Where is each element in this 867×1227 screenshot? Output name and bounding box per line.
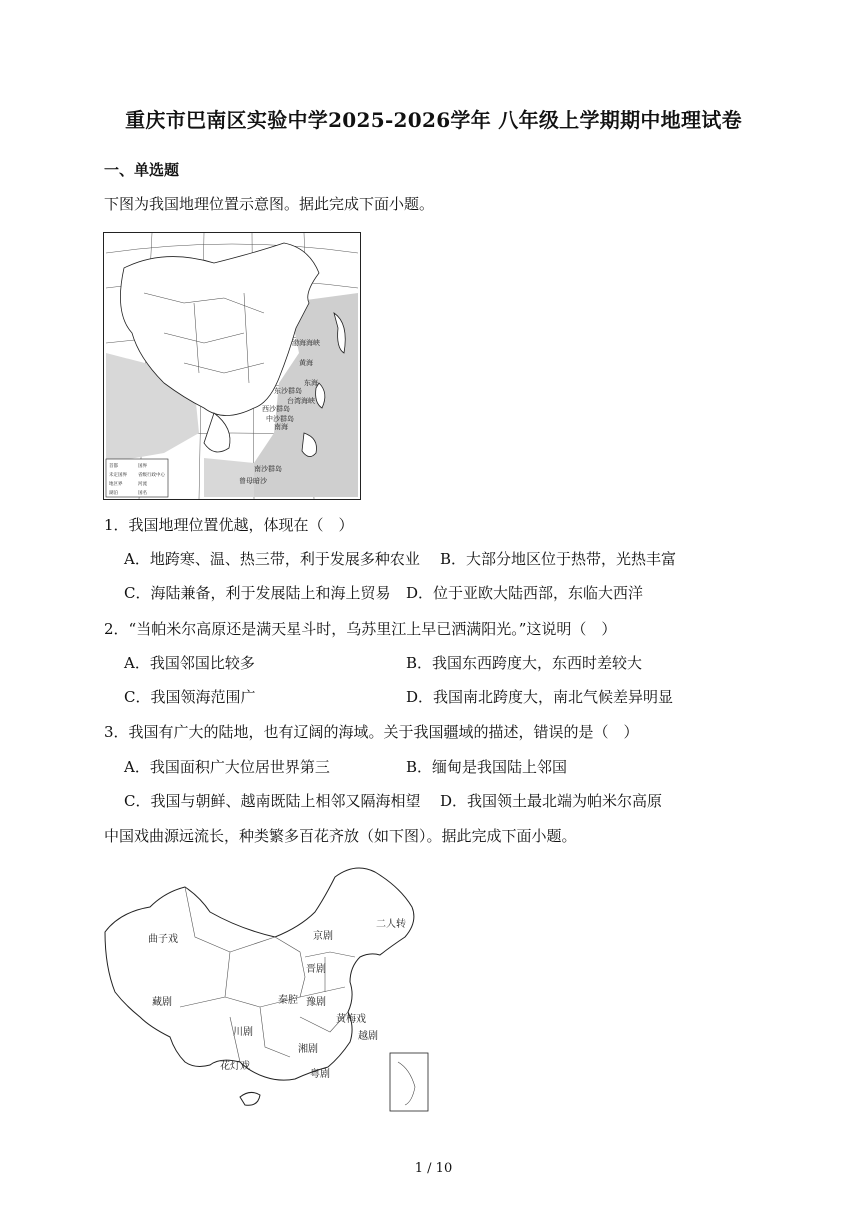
map1-label: 中沙群岛 <box>266 415 294 423</box>
map1-label: 西沙群岛 <box>262 405 290 413</box>
question-1-option-c: C．海陆兼备，利于发展陆上和海上贸易 <box>124 584 391 602</box>
question-2-option-c: C．我国领海范围广 <box>124 688 256 706</box>
map1-label: 曾母暗沙 <box>239 477 267 485</box>
intro-text-2: 中国戏曲源远流长，种类繁多百花齐放（如下图）。据此完成下面小题。 <box>104 827 577 845</box>
question-3-stem: 3．我国有广大的陆地，也有辽阔的海域。关于我国疆域的描述，错误的是（ ） <box>104 723 639 741</box>
map1-legend-item: 地区界 <box>109 482 123 487</box>
question-3-option-a: A．我国面积广大位居世界第三 <box>124 758 330 776</box>
map1-legend-item: 未定国界 <box>109 473 127 478</box>
map2-label: 越剧 <box>358 1031 378 1042</box>
map2-label: 秦腔 <box>278 995 298 1006</box>
map2-label: 湘剧 <box>298 1044 318 1055</box>
map2-label: 川剧 <box>233 1027 253 1038</box>
map2-label: 晋剧 <box>306 964 326 975</box>
map2-label: 豫剧 <box>306 997 326 1008</box>
map1-label: 台湾海峡 <box>287 397 315 405</box>
map2-label: 二人转 <box>376 919 406 930</box>
section-heading: 一、单选题 <box>104 161 180 179</box>
question-1-stem: 1．我国地理位置优越，体现在（ ） <box>104 516 354 534</box>
map1-label: 东沙群岛 <box>274 387 302 395</box>
map1-legend-item: 国界 <box>138 464 147 469</box>
map1-label: 黄海 <box>299 359 313 367</box>
chinese-opera-map <box>100 857 440 1119</box>
map2-label: 藏剧 <box>152 997 172 1008</box>
question-2-option-a: A．我国邻国比较多 <box>124 654 255 672</box>
map1-label: 南海 <box>274 423 288 431</box>
map1-label: 东海 <box>304 379 318 387</box>
question-3-option-b: B．缅甸是我国陆上邻国 <box>406 758 568 776</box>
question-2-stem: 2．“当帕米尔高原还是满天星斗时，乌苏里江上早已洒满阳光。”这说明（ ） <box>104 620 617 638</box>
question-3-option-d: D．我国领土最北端为帕米尔高原 <box>440 792 663 810</box>
question-2-option-d: D．我国南北跨度大，南北气候差异明显 <box>406 688 674 706</box>
page-title: 重庆市巴南区实验中学2025-2026学年 八年级上学期期中地理试卷 <box>125 108 742 132</box>
intro-text-1: 下图为我国地理位置示意图。据此完成下面小题。 <box>104 195 435 213</box>
map1-legend-item: 省级行政中心 <box>138 473 165 478</box>
map1-legend-item: 湖泊 <box>109 491 118 496</box>
china-location-map <box>103 232 361 500</box>
map2-label: 花灯戏 <box>220 1061 250 1072</box>
question-3-option-c: C．我国与朝鲜、越南既陆上相邻又隔海相望 <box>124 792 421 810</box>
question-1-option-a: A．地跨寒、温、热三带，利于发展多种农业 <box>124 550 420 568</box>
map1-legend-item: 河流 <box>138 482 147 487</box>
map2-label: 曲子戏 <box>148 934 178 945</box>
question-1-option-b: B．大部分地区位于热带，光热丰富 <box>440 550 677 568</box>
question-2-option-b: B．我国东西跨度大，东西时差较大 <box>406 654 643 672</box>
map1-legend-item: 首都 <box>109 464 118 469</box>
map2-label: 粤剧 <box>310 1069 330 1080</box>
map1-legend-item: 国名 <box>138 491 147 496</box>
map2-label: 京剧 <box>313 931 333 942</box>
map2-label: 黄梅戏 <box>336 1014 366 1025</box>
page-number: 1 / 10 <box>414 1161 453 1176</box>
question-1-option-d: D．位于亚欧大陆西部，东临大西洋 <box>406 584 644 602</box>
map1-label: 渤海海峡 <box>292 339 320 347</box>
map1-label: 南沙群岛 <box>254 465 282 473</box>
